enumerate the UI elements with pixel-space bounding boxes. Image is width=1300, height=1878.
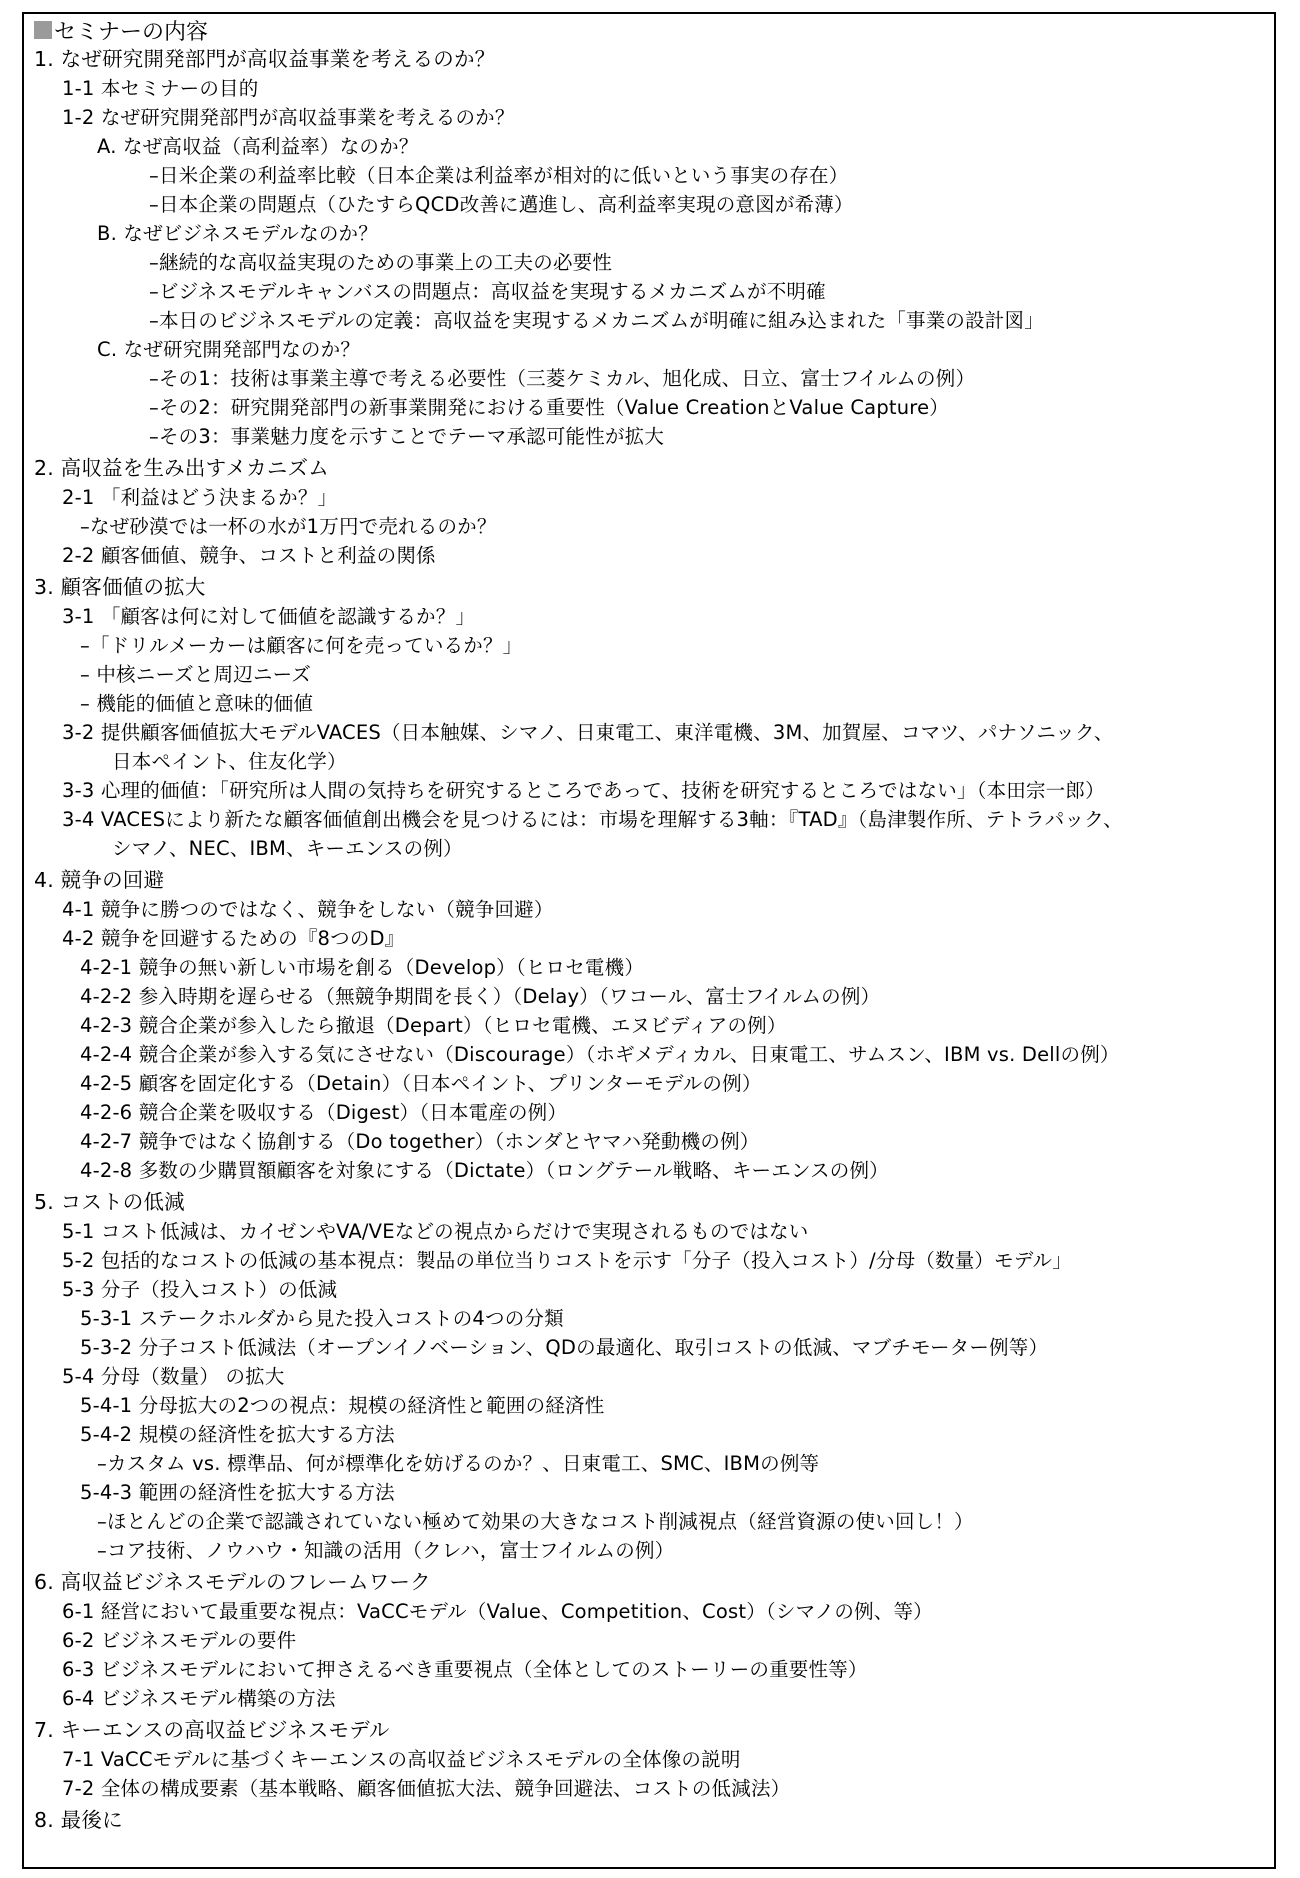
outline-item: 4-2-8 多数の少購買額顧客を対象にする（Dictate）（ロングテール戦略、キーエンスの例） xyxy=(80,1159,889,1182)
seminar-content-box xyxy=(22,12,1276,1869)
outline-item: 5-3 分子（投入コスト）の低減 xyxy=(62,1278,338,1301)
outline-item: 5-4-1 分母拡大の2つの視点：規模の経済性と範囲の経済性 xyxy=(80,1394,605,1417)
outline-item: –ほとんどの企業で認識されていない極めて効果の大きなコスト削減視点（経営資源の使い回し！） xyxy=(97,1510,974,1533)
outline-item: 4-2-6 競合企業を吸収する（Digest）（日本電産の例） xyxy=(80,1101,568,1124)
outline-item: 3-3 心理的価値：「研究所は人間の気持ちを研究するところであって、技術を研究するところではない」（本田宗一郎） xyxy=(62,779,1105,802)
outline-item: 6-1 経営において最重要な視点：VaCCモデル（Value、Competition、Cost）（シマノの例、等） xyxy=(62,1600,933,1623)
outline-item: 2-1 「利益はどう決まるか？」 xyxy=(62,486,338,509)
outline-item: 4-2 競争を回避するための『8つのD』 xyxy=(62,927,405,950)
outline-item: –その3：事業魅力度を示すことでテーマ承認可能性が拡大 xyxy=(149,425,665,448)
outline-item: 3-2 提供顧客価値拡大モデルVACES（日本触媒、シマノ、日東電工、東洋電機、3M、加賀屋、コマツ、パナソニック、 xyxy=(62,721,1114,744)
outline-item: C. なぜ研究開発部門なのか？ xyxy=(97,338,361,361)
outline-item: 6-4 ビジネスモデル構築の方法 xyxy=(62,1687,336,1710)
square-bullet-icon xyxy=(34,21,52,39)
outline-item: –その2：研究開発部門の新事業開発における重要性（Value CreationとValue Capture） xyxy=(149,396,949,419)
outline-item: 4-1 競争に勝つのではなく、競争をしない（競争回避） xyxy=(62,898,554,921)
outline-item: 5-3-2 分子コスト低減法（オープンイノベーション、QDの最適化、取引コストの低減、マブチモーター例等） xyxy=(80,1336,1049,1359)
outline-section-heading: 4. 競争の回避 xyxy=(34,868,165,892)
outline-item: –カスタム vs. 標準品、何が標準化を妨げるのか？、日東電工、SMC、IBMの例等 xyxy=(97,1452,820,1475)
outline-item: 3-4 VACESにより新たな顧客価値創出機会を見つけるには：市場を理解する3軸：『TAD』（島津製作所、テトラパック、 xyxy=(62,808,1123,831)
outline-item: 4-2-1 競争の無い新しい市場を創る（Develop）（ヒロセ電機） xyxy=(80,956,645,979)
outline-item: 5-4-2 規模の経済性を拡大する方法 xyxy=(80,1423,395,1446)
outline-section-heading: 3. 顧客価値の拡大 xyxy=(34,575,206,599)
outline-item: 4-2-5 顧客を固定化する（Detain）（日本ペイント、プリンターモデルの例） xyxy=(80,1072,762,1095)
outline-item: 1-2 なぜ研究開発部門が高収益事業を考えるのか？ xyxy=(62,106,515,129)
outline-item: 6-2 ビジネスモデルの要件 xyxy=(62,1629,297,1652)
outline-section-heading: 8. 最後に xyxy=(34,1808,123,1832)
outline-item: 4-2-7 競争ではなく協創する（Do together）（ホンダとヤマハ発動機の例） xyxy=(80,1130,760,1153)
section-title xyxy=(34,16,208,44)
outline-section-heading: 7. キーエンスの高収益ビジネスモデル xyxy=(34,1718,390,1742)
outline-item: 5-4 分母（数量） の拡大 xyxy=(62,1365,285,1388)
outline-item: –ビジネスモデルキャンバスの問題点：高収益を実現するメカニズムが不明確 xyxy=(149,280,826,303)
outline-item: –「ドリルメーカーは顧客に何を売っているか？」 xyxy=(80,634,523,657)
outline-item: –コア技術、ノウハウ・知識の活用（クレハ，富士フイルムの例） xyxy=(97,1539,675,1562)
outline-item: 7-2 全体の構成要素（基本戦略、顧客価値拡大法、競争回避法、コストの低減法） xyxy=(62,1777,791,1800)
outline-item: 5-3-1 ステークホルダから見た投入コストの4つの分類 xyxy=(80,1307,564,1330)
outline-section-heading: 2. 高収益を生み出すメカニズム xyxy=(34,456,329,480)
outline-section-heading: 5. コストの低減 xyxy=(34,1190,185,1214)
outline-item: –なぜ砂漠では一杯の水が1万円で売れるのか？ xyxy=(80,515,497,538)
outline-item: –その1：技術は事業主導で考える必要性（三菱ケミカル、旭化成、日立、富士フイルムの例） xyxy=(149,367,976,390)
outline-item: 4-2-4 競合企業が参入する気にさせない（Discourage）（ホギメディカル、日東電工、サムスン、IBM vs. Dellの例） xyxy=(80,1043,1120,1066)
outline-item: 5-4-3 範囲の経済性を拡大する方法 xyxy=(80,1481,395,1504)
outline-section-heading: 6. 高収益ビジネスモデルのフレームワーク xyxy=(34,1570,431,1594)
outline-item: 4-2-2 参入時期を遅らせる（無競争期間を長く）（Delay）（ワコール、富士フイルムの例） xyxy=(80,985,881,1008)
outline-item: – 機能的価値と意味的価値 xyxy=(80,692,314,715)
outline-item: –本日のビジネスモデルの定義：高収益を実現するメカニズムが明確に組み込まれた「事業の設計図」 xyxy=(149,309,1044,332)
outline-item: 日本ペイント、住友化学） xyxy=(112,750,347,773)
outline-item: A. なぜ高収益（高利益率）なのか？ xyxy=(97,135,419,158)
outline-item: 2-2 顧客価値、競争、コストと利益の関係 xyxy=(62,544,436,567)
outline-item: 7-1 VaCCモデルに基づくキーエンスの高収益ビジネスモデルの全体像の説明 xyxy=(62,1748,741,1771)
outline-item: 5-1 コスト低減は、カイゼンやVA/VEなどの視点からだけで実現されるものではない xyxy=(62,1220,809,1243)
section-title-text: セミナーの内容 xyxy=(54,19,209,45)
outline-item: 1-1 本セミナーの目的 xyxy=(62,77,259,100)
outline-item: –日本企業の問題点（ひたすらQCD改善に邁進し、高利益率実現の意図が希薄） xyxy=(149,193,854,216)
outline-item: シマノ、NEC、IBM、キーエンスの例） xyxy=(112,837,463,860)
outline-item: B. なぜビジネスモデルなのか？ xyxy=(97,222,378,245)
outline-item: –継続的な高収益実現のための事業上の工夫の必要性 xyxy=(149,251,613,274)
outline-item: 6-3 ビジネスモデルにおいて押さえるべき重要視点（全体としてのストーリーの重要性等） xyxy=(62,1658,868,1681)
outline-item: 3-1 「顧客は何に対して価値を認識するか？」 xyxy=(62,605,476,628)
outline-item: –日米企業の利益率比較（日本企業は利益率が相対的に低いという事実の存在） xyxy=(149,164,849,187)
outline-item: 5-2 包括的なコストの低減の基本視点：製品の単位当りコストを示す「分子（投入コスト）/分母（数量）モデル」 xyxy=(62,1249,1072,1272)
outline-section-heading: 1. なぜ研究開発部門が高収益事業を考えるのか？ xyxy=(34,47,496,71)
outline-item: 4-2-3 競合企業が参入したら撤退（Depart）（ヒロセ電機、エヌビディアの例） xyxy=(80,1014,787,1037)
outline-item: – 中核ニーズと周辺ニーズ xyxy=(80,663,312,686)
